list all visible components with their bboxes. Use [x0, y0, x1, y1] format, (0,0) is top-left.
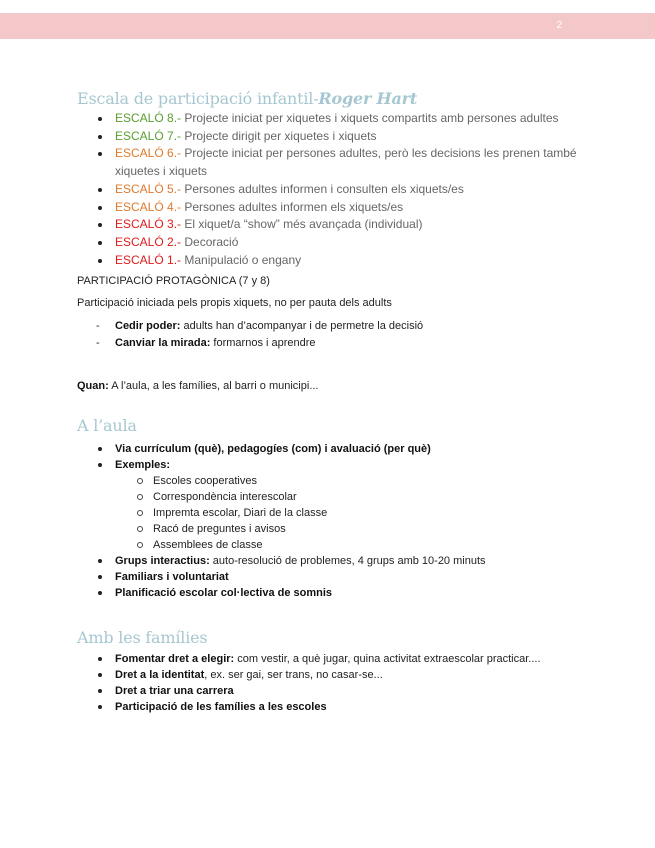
- list-item: [77, 181, 587, 199]
- escalo-label: ESCALÓ 5.-: [115, 181, 182, 196]
- quan-label: Quan:: [77, 380, 109, 393]
- escalo-label: ESCALÓ 6.-: [115, 146, 182, 161]
- list-item: Impremta escolar, Diari de la classe: [77, 505, 587, 521]
- list-item: Escoles cooperatives: [77, 473, 587, 489]
- section-title-aula: A l’aula: [77, 416, 137, 436]
- aula-list: [77, 441, 587, 473]
- escalo-text: Projecte iniciat per xiquetes i xiquets compartits amb persones adultes: [181, 111, 559, 125]
- list-item: [77, 128, 587, 146]
- item-text: auto-resolució de problemes, 4 grups amb 10-20 minuts: [209, 555, 486, 568]
- escalo-text: Persones adultes informen els xiquets/es: [181, 199, 404, 214]
- item-bold: Exemples:: [115, 459, 171, 472]
- protagonica-desc: Participació iniciada pels propis xiquets, no per pauta dels adults: [77, 297, 392, 310]
- item-text: , ex. ser gai, ser trans, no casar-se...: [204, 669, 383, 682]
- item-bold: Cedir poder:: [115, 320, 181, 333]
- item-bold: Canviar la mirada:: [115, 336, 211, 349]
- escalo-label: ESCALÓ 4.-: [115, 199, 182, 214]
- list-item: [77, 110, 587, 128]
- escalo-label: ESCALÓ 3.-: [115, 217, 182, 232]
- item-bold: Familiars i voluntariat: [115, 571, 229, 584]
- escalo-text: Persones adultes informen i consulten els xiquets/es: [181, 181, 464, 196]
- list-item: [77, 335, 587, 352]
- item-bold: Dret a triar una carrera: [115, 685, 234, 698]
- list-item: [77, 667, 587, 683]
- escalo-text: Projecte dirigit per xiquetes i xiquets: [181, 128, 377, 143]
- list-item: Racó de preguntes i avisos: [77, 521, 587, 537]
- item-bold: Fomentar dret a elegir:: [115, 653, 235, 666]
- escalo-text: El xiquet/a “show” més avançada (individual): [181, 217, 423, 232]
- list-item: [77, 699, 587, 715]
- list-item: [77, 216, 587, 234]
- list-item: [77, 651, 587, 667]
- section-title-families: Amb les famílies: [77, 628, 208, 648]
- list-item: [77, 585, 587, 601]
- escalo-label: ESCALÓ 8.-: [115, 111, 182, 125]
- section-title-escala: [77, 88, 587, 110]
- list-item: [77, 234, 587, 252]
- list-item: [77, 569, 587, 585]
- title-prefix: Escala de participació infantil-: [77, 89, 319, 108]
- page-number: 2: [556, 20, 562, 31]
- escalo-label: ESCALÓ 7.-: [115, 128, 182, 143]
- document-body: [77, 88, 587, 715]
- escalo-text: Projecte iniciat per persones adultes, però les decisions les prenen també xiquetes i xiquets: [115, 146, 577, 179]
- protagonica-list: [77, 318, 587, 351]
- list-item: [77, 145, 587, 180]
- quan-text: A l’aula, a les famílies, al barri o municipi...: [108, 380, 319, 393]
- header-band: [0, 13, 655, 39]
- list-item: [77, 457, 587, 473]
- aula-list-2: [77, 553, 587, 601]
- list-item: [77, 683, 587, 699]
- list-item: [77, 252, 587, 270]
- item-bold: Grups interactius:: [115, 555, 210, 568]
- escalo-text: Decoració: [181, 234, 239, 249]
- item-text: adults han d’acompanyar i de permetre la decisió: [180, 320, 424, 333]
- escalo-label: ESCALÓ 1.-: [115, 252, 182, 267]
- exemples-list: [77, 473, 587, 553]
- families-list: [77, 651, 587, 715]
- item-bold: Planificació escolar col·lectiva de somnis: [115, 587, 333, 600]
- item-text: com vestir, a què jugar, quina activitat extraescolar practicar....: [234, 653, 541, 666]
- list-item: Correspondència interescolar: [77, 489, 587, 505]
- escalons-list: [77, 110, 587, 269]
- list-item: [77, 441, 587, 457]
- list-item: [77, 553, 587, 569]
- list-item: [77, 199, 587, 217]
- escalo-text: Manipulació o engany: [181, 252, 302, 267]
- title-author: Roger Hart: [318, 89, 418, 108]
- item-bold: Participació de les famílies a les escoles: [115, 701, 327, 714]
- item-text: formarnos i aprendre: [210, 336, 316, 349]
- item-bold: Dret a la identitat: [115, 669, 205, 682]
- item-bold: Via currículum (què), pedagogíes (com) i avaluació (per què): [115, 443, 431, 456]
- protagonica-heading: PARTICIPACIÓ PROTAGÒNICA (7 y 8): [77, 275, 270, 288]
- list-item: [77, 318, 587, 335]
- list-item: Assemblees de classe: [77, 537, 587, 553]
- escalo-label: ESCALÓ 2.-: [115, 234, 182, 249]
- quan-line: [77, 379, 587, 393]
